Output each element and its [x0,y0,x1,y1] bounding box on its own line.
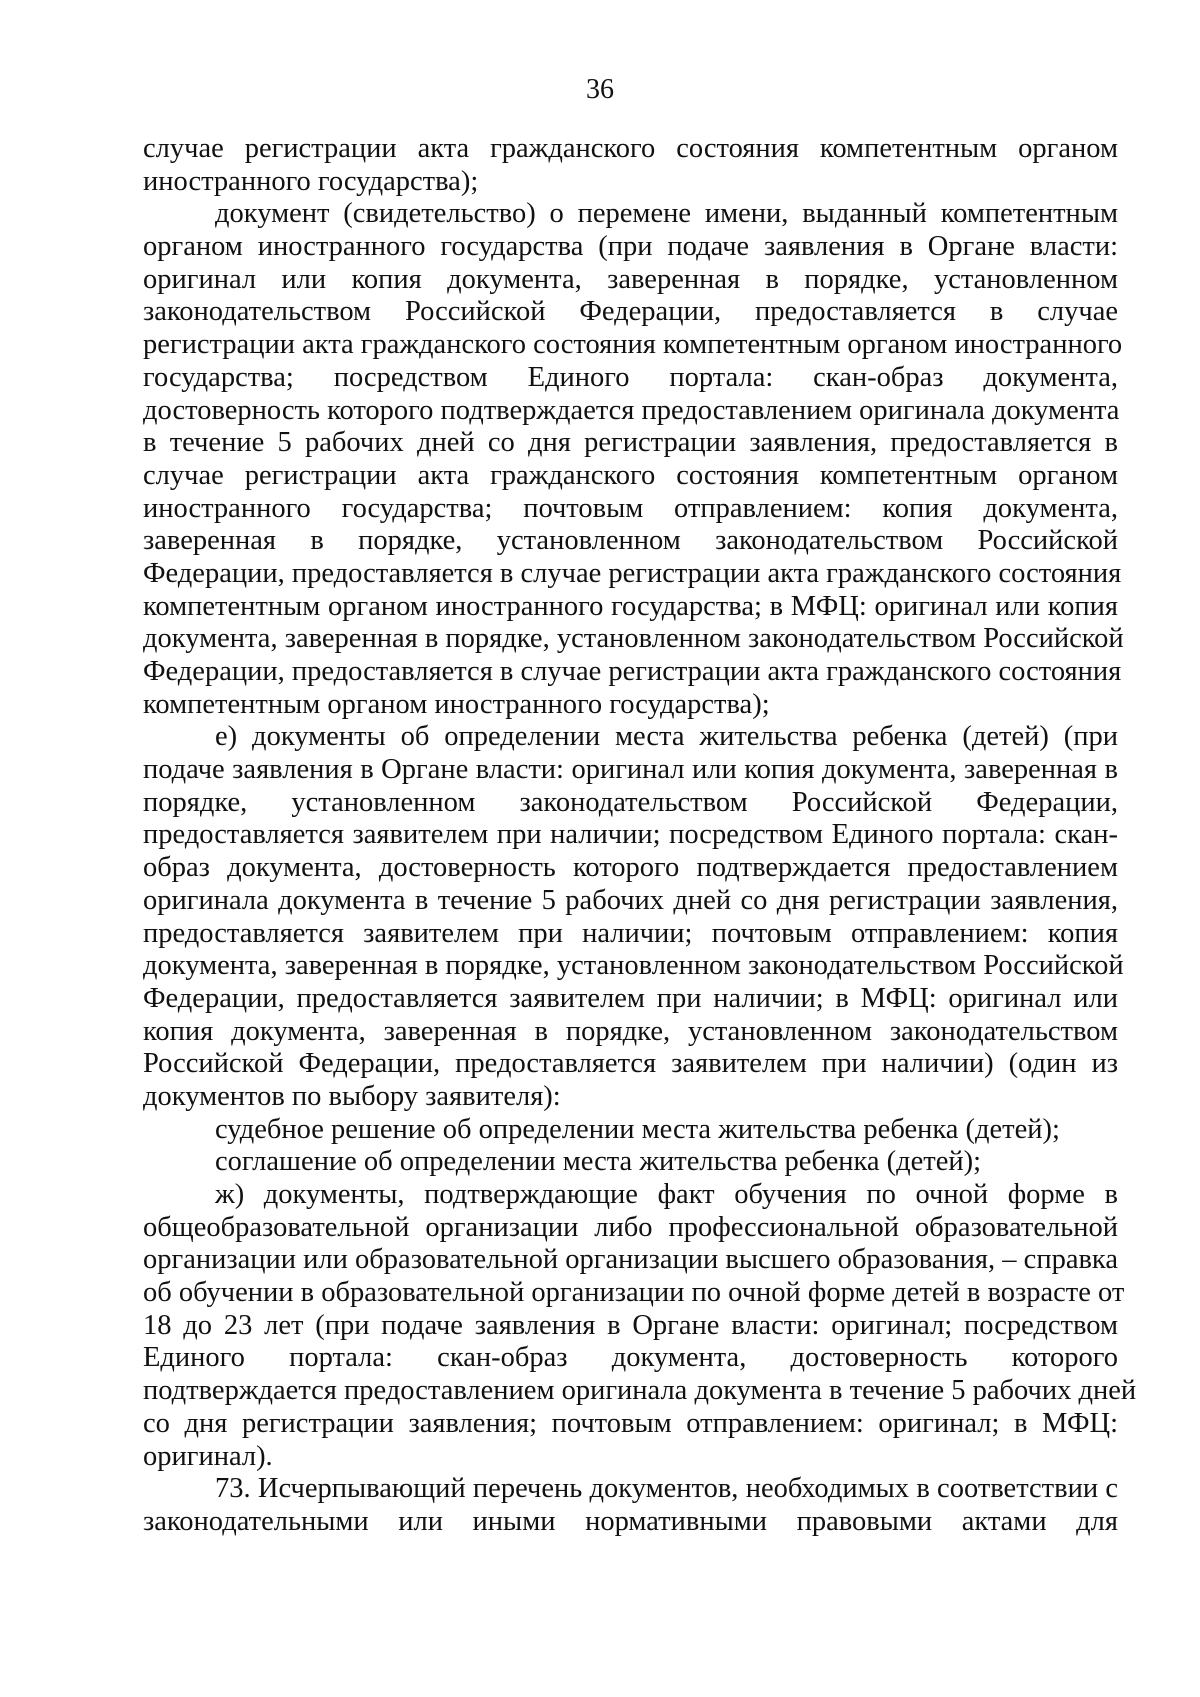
text-line: Федерации, предоставляется в случае регистрации акта гражданского состояния [143,656,1122,687]
text-line: компетентным органом иностранного государства); [143,688,770,720]
text-line: Федерации, предоставляется заявителем при наличии; в МФЦ: оригинал или [143,982,1118,1014]
text-line: 18 до 23 лет (при подаче заявления в Органе власти: оригинал; посредством [143,1309,1118,1341]
text-line: оригинала документа в течение 5 рабочих дней со дня регистрации заявления, [143,884,1118,916]
text-line: законодательными или иными нормативными правовыми актами для [143,1505,1118,1537]
text-line: судебное решение об определении места жительства ребенка (детей); [215,1113,1060,1145]
text-line: об обучении в образовательной организации по очной форме детей в возрасте от [143,1277,1125,1309]
text-line: ж) документы, подтверждающие факт обучения по очной форме в [215,1179,1118,1210]
text-line: предоставляется заявителем при наличии; посредством Единого портала: скан- [143,819,1118,851]
text-line: документа, заверенная в порядке, установленном законодательством Российской [143,950,1124,982]
text-line: Федерации, предоставляется в случае регистрации акта гражданского состояния [143,557,1122,589]
text-line: органом иностранного государства (при подаче заявления в Органе власти: [143,231,1118,263]
text-line: иностранного государства); [143,165,479,197]
text-line: со дня регистрации заявления; почтовым отправлением: оригинал; в МФЦ: [143,1407,1118,1439]
text-line: иностранного государства; почтовым отправлением: копия документа, [143,492,1118,524]
text-line: подаче заявления в Органе власти: оригинал или копия документа, заверенная в [143,754,1118,786]
text-line: достоверность которого подтверждается предоставлением оригинала документа [143,394,1120,426]
text-line: в течение 5 рабочих дней со дня регистрации заявления, предоставляется в [143,427,1118,459]
text-line: общеобразовательной организации либо профессиональной образовательной [143,1211,1118,1243]
text-line: государства; посредством Единого портала: скан-образ документа, [143,361,1118,393]
text-line: организации или образовательной организации высшего образования, – справка [143,1244,1118,1276]
text-line: регистрации акта гражданского состояния компетентным органом иностранного [143,329,1123,361]
text-line: законодательством Российской Федерации, предоставляется в случае [143,296,1118,328]
text-line: копия документа, заверенная в порядке, установленном законодательством [143,1015,1118,1047]
page-number: 36 [586,74,614,105]
text-line: компетентным органом иностранного государства; в МФЦ: оригинал или копия [143,590,1118,622]
text-line: 73. Исчерпывающий перечень документов, необходимых в соответствии с [215,1473,1118,1505]
text-line: заверенная в порядке, установленном законодательством Российской [143,525,1118,557]
text-line: оригинал или копия документа, заверенная в порядке, установленном [143,263,1118,295]
text-line: случае регистрации акта гражданского состояния компетентным органом [143,133,1118,164]
document-body [143,133,1137,1539]
text-line: предоставляется заявителем при наличии; почтовым отправлением: копия [143,917,1118,949]
text-line: Российской Федерации, предоставляется заявителем при наличии) (один из [143,1048,1118,1080]
text-line: документа, заверенная в порядке, установленном законодательством Российской [143,623,1124,655]
text-line: порядке, установленном законодательством Российской Федерации, [143,786,1118,818]
text-line: Единого портала: скан-образ документа, достоверность которого [143,1342,1118,1374]
text-line: случае регистрации акта гражданского состояния компетентным органом [143,459,1118,491]
text-line: подтверждается предоставлением оригинала документа в течение 5 рабочих дней [143,1375,1137,1407]
text-line: образ документа, достоверность которого подтверждается предоставлением [143,852,1118,884]
text-line: документ (свидетельство) о перемене имени, выданный компетентным [215,198,1118,230]
text-line: документов по выбору заявителя): [143,1080,561,1112]
text-line: оригинал). [143,1440,273,1472]
text-line: е) документы об определении места жительства ребенка (детей) (при [215,721,1118,753]
text-line: соглашение об определении места жительства ребенка (детей); [215,1146,982,1178]
